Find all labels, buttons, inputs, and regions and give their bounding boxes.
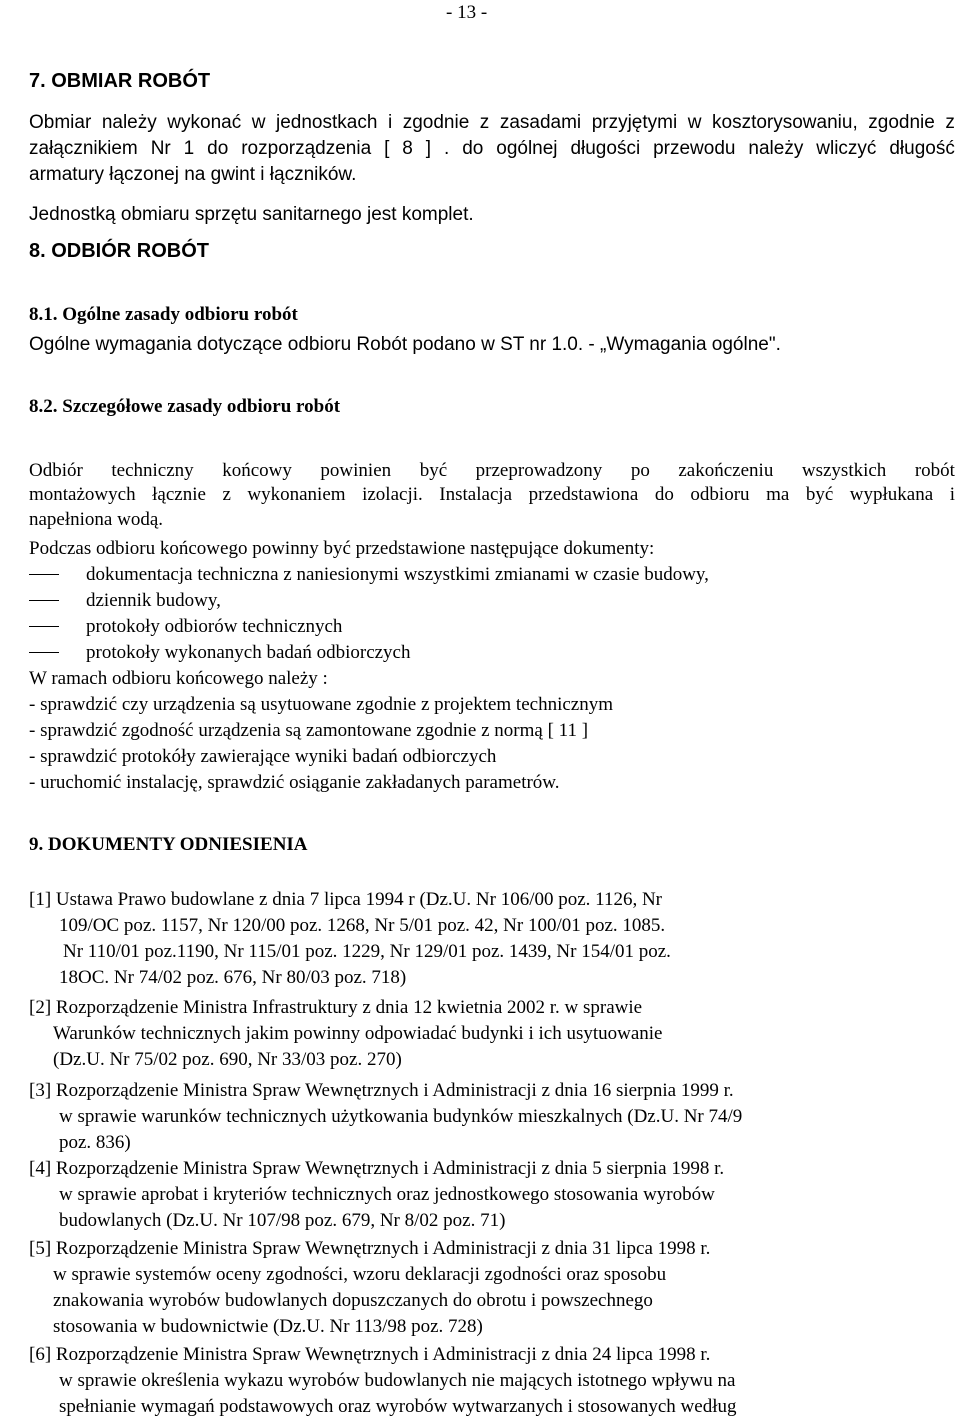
word: zasadami — [499, 112, 582, 133]
documents-intro: Podczas odbioru końcowego powinny być przedstawione następujące dokumenty: — [29, 538, 655, 559]
reference-3-cont: w sprawie warunków technicznych użytkowania budynków mieszkalnych (Dz.U. Nr 74/9 — [59, 1106, 743, 1127]
word: do — [462, 138, 484, 159]
word: robót — [914, 460, 955, 481]
page-number: - 13 - — [446, 2, 488, 23]
word: z — [479, 112, 490, 133]
reference-5-cont: stosowania w budownictwie (Dz.U. Nr 113/98 poz. 728) — [53, 1316, 483, 1337]
word: z — [222, 484, 231, 505]
document-item — [29, 642, 411, 664]
document-item — [29, 616, 342, 638]
word: przeprowadzony — [475, 460, 603, 481]
word: przewodu — [653, 138, 736, 159]
word: kosztorysowaniu, — [712, 112, 858, 133]
word: . — [443, 138, 450, 159]
reference-6-cont: spełnianie wymagań podstawowych oraz wyrobów wytwarzanych i stosowanych według — [59, 1396, 737, 1417]
document-item — [29, 564, 709, 586]
word: do — [654, 484, 674, 505]
s7-unit-paragraph: Jednostką obmiaru sprzętu sanitarnego jest komplet. — [29, 204, 474, 225]
word: w — [687, 112, 702, 133]
reference-1-cont: 109/OC poz. 1157, Nr 120/00 poz. 1268, Nr 5/01 poz. 42, Nr 100/01 poz. 1085. — [59, 915, 666, 936]
word: ma — [766, 484, 790, 505]
reference-3: [3] Rozporządzenie Ministra Spraw Wewnętrznych i Administracji z dnia 16 sierpnia 1999 r. — [29, 1080, 734, 1101]
word: Nr — [150, 138, 171, 159]
word: Instalacja — [439, 484, 513, 505]
checks-intro: W ramach odbioru końcowego należy : — [29, 668, 328, 689]
word: być — [419, 460, 448, 481]
section-8-2-heading: 8.2. Szczegółowe zasady odbioru robót — [29, 396, 341, 417]
s8-paragraph-line-2 — [29, 484, 955, 506]
document-item-text: dokumentacja techniczna z naniesionymi wszystkimi zmianami w czasie budowy, — [86, 564, 709, 585]
word: należy — [101, 112, 157, 133]
check-item: - sprawdzić protokóły zawierające wyniki badań odbiorczych — [29, 746, 497, 767]
document-item-text: protokoły wykonanych badań odbiorczych — [86, 642, 411, 663]
reference-4-cont: budowlanych (Dz.U. Nr 107/98 poz. 679, Nr 8/02 poz. 71) — [59, 1210, 506, 1231]
reference-2-cont: Warunków technicznych jakim powinny odpowiadać budynki i ich usytuowanie — [53, 1023, 663, 1044]
section-7-heading: 7. OBMIAR ROBÓT — [29, 70, 211, 92]
word: montażowych — [29, 484, 136, 505]
word: techniczny — [111, 460, 194, 481]
word: załącznikiem — [29, 138, 138, 159]
reference-6-cont: w sprawie określenia wykazu wyrobów budowlanych nie mających istotnego wpływu na — [59, 1370, 736, 1391]
word: należy — [748, 138, 804, 159]
word: wliczyć — [816, 138, 877, 159]
word: Odbiór — [29, 460, 83, 481]
word: ogólnej — [496, 138, 558, 159]
document-item-text: dziennik budowy, — [86, 590, 221, 611]
word: końcowy — [222, 460, 292, 481]
reference-2: [2] Rozporządzenie Ministra Infrastruktury z dnia 12 kwietnia 2002 r. w sprawie — [29, 997, 643, 1018]
word: i — [387, 112, 393, 133]
dash-bullet — [29, 626, 59, 627]
s7-paragraph-line-2 — [29, 138, 955, 160]
word: długości — [570, 138, 641, 159]
word: zgodnie — [868, 112, 935, 133]
word: [ — [384, 138, 390, 159]
reference-3-cont: poz. 836) — [59, 1132, 131, 1153]
word: zakończeniu — [678, 460, 774, 481]
word: być — [805, 484, 834, 505]
word: jednostkach — [276, 112, 378, 133]
dash-bullet — [29, 574, 59, 575]
reference-6: [6] Rozporządzenie Ministra Spraw Wewnętrznych i Administracji z dnia 24 lipca 1998 r. — [29, 1344, 711, 1365]
word: wszystkich — [801, 460, 887, 481]
word: przedstawiona — [528, 484, 639, 505]
reference-1-cont: 18OC. Nr 74/02 poz. 676, Nr 80/03 poz. 718) — [59, 967, 407, 988]
reference-1: [1] Ustawa Prawo budowlane z dnia 7 lipca 1994 r (Dz.U. Nr 106/00 poz. 1126, Nr — [29, 889, 663, 910]
check-item: - sprawdzić czy urządzenia są usytuowane zgodnie z projektem technicznym — [29, 694, 613, 715]
reference-1-cont: Nr 110/01 poz.1190, Nr 115/01 poz. 1229, Nr 129/01 poz. 1439, Nr 154/01 poz. — [63, 941, 671, 962]
word: 1 — [183, 138, 195, 159]
dash-bullet — [29, 652, 59, 653]
section-8-1-text: Ogólne wymagania dotyczące odbioru Robót podano w ST nr 1.0. - „Wymagania ogólne". — [29, 334, 781, 355]
s8-paragraph-line-1 — [29, 460, 955, 482]
s8-paragraph-line-3: napełniona wodą. — [29, 509, 164, 530]
reference-5-cont: w sprawie systemów oceny zgodności, wzoru deklaracji zgodności oraz sposobu — [53, 1264, 667, 1285]
word: z — [945, 112, 955, 133]
word: przyjętymi — [591, 112, 678, 133]
word: izolacji. — [362, 484, 423, 505]
word: po — [630, 460, 650, 481]
check-item: - uruchomić instalację, sprawdzić osiąganie zakładanych parametrów. — [29, 772, 560, 793]
section-8-1-heading: 8.1. Ogólne zasady odbioru robót — [29, 304, 298, 325]
word: łącznie — [152, 484, 206, 505]
word: odbioru — [690, 484, 750, 505]
reference-5-cont: znakowania wyrobów budowlanych dopuszczanych do obrotu i powszechnego — [53, 1290, 653, 1311]
word: długość — [889, 138, 955, 159]
document-item — [29, 590, 221, 612]
section-9-heading: 9. DOKUMENTY ODNIESIENIA — [29, 834, 308, 855]
reference-4: [4] Rozporządzenie Ministra Spraw Wewnętrznych i Administracji z dnia 5 sierpnia 1998 r. — [29, 1158, 725, 1179]
document-item-text: protokoły odbiorów technicznych — [86, 616, 343, 637]
word: ] — [425, 138, 432, 159]
word: wypłukana — [849, 484, 934, 505]
word: w — [251, 112, 266, 133]
s7-paragraph-line-1 — [29, 112, 955, 134]
dash-bullet — [29, 600, 59, 601]
word: Obmiar — [29, 112, 92, 133]
reference-5: [5] Rozporządzenie Ministra Spraw Wewnętrznych i Administracji z dnia 31 lipca 1998 r. — [29, 1238, 711, 1259]
check-item: - sprawdzić zgodność urządzenia są zamontowane zgodnie z normą [ 11 ] — [29, 720, 589, 741]
word: do — [207, 138, 229, 159]
reference-2-cont: (Dz.U. Nr 75/02 poz. 690, Nr 33/03 poz. 270) — [53, 1049, 402, 1070]
word: 8 — [402, 138, 413, 159]
word: powinien — [320, 460, 392, 481]
word: zgodnie — [402, 112, 470, 133]
word: rozporządzenia — [241, 138, 372, 159]
reference-4-cont: w sprawie aprobat i kryteriów technicznych oraz jednostkowego stosowania wyrobów — [59, 1184, 715, 1205]
section-8-heading: 8. ODBIÓR ROBÓT — [29, 240, 210, 262]
s7-paragraph-line-3: armatury łączonej na gwint i łączników. — [29, 164, 357, 185]
word: wykonaniem — [247, 484, 346, 505]
word: i — [949, 484, 955, 505]
word: wykonać — [167, 112, 242, 133]
